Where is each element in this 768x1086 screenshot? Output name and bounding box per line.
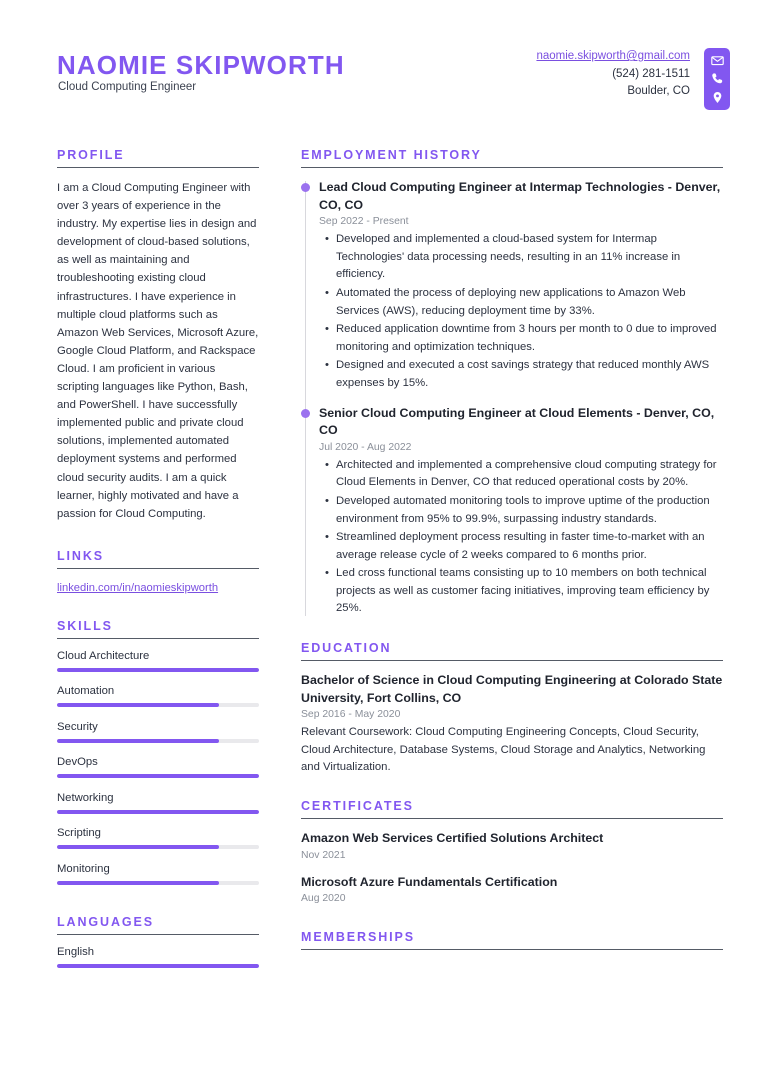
- spacer: [57, 898, 259, 915]
- section-title-employment: EMPLOYMENT HISTORY: [301, 148, 482, 162]
- certificate-entry: [301, 830, 723, 861]
- section-title-profile: PROFILE: [57, 148, 125, 162]
- sidebar-column: [57, 148, 259, 982]
- envelope-icon: [711, 54, 724, 67]
- certificate-entry: [301, 874, 723, 905]
- section-skills: [57, 619, 259, 885]
- contact-phone: (524) 281-1511: [612, 67, 690, 80]
- employment-timeline: [301, 179, 723, 618]
- skill-level-fill: [57, 703, 219, 707]
- certificate-date: Nov 2021: [301, 849, 346, 861]
- job-bullets: [319, 457, 723, 618]
- skill-label: Security: [57, 720, 98, 733]
- section-memberships: [301, 930, 723, 950]
- section-title-languages: LANGUAGES: [57, 915, 154, 930]
- section-title-certificates: CERTIFICATES: [301, 799, 414, 814]
- skill-label: DevOps: [57, 756, 98, 769]
- bullet-item: • Developed automated monitoring tools to improve uptime of the production environment from 95% to 99.9%, surpassing industry standards.: [336, 493, 723, 528]
- bullet-item: • Developed and implemented a cloud-based system for Intermap Technologies' data processing needs, resulting in an 11% increase in efficiency.: [336, 231, 723, 284]
- contact-details: [536, 48, 690, 101]
- spacer: [301, 777, 723, 799]
- skill-label: Cloud Architecture: [57, 649, 150, 662]
- bullet-item: • Automated the process of deploying new applications to Amazon Web Services (AWS), reducing deployment time by 33%.: [336, 285, 723, 320]
- section-links: [57, 549, 259, 597]
- employment-entry: [319, 179, 723, 393]
- profile-body-text: I am a Cloud Computing Engineer with over 3 years of experience in the industry. My expertise lies in design and development of cloud-based solutions, as well as maintaining and troubleshooting existing cloud infrastructures. I have experience in multiple cloud platforms such as Amazon Web Services, Microsoft Azure, Google Cloud Platform, and Rackspace Cloud. I am proficient in various scripting languages like Python, Bash, and PowerShell. I have successfully implemented public and private cloud solutions, implemented automated deployment systems and performed cloud security audits. I am a quick learner, highly motivated and have a passion for Cloud Computing.: [57, 182, 259, 520]
- phone-icon: [711, 72, 724, 85]
- language-level-fill: [57, 964, 259, 968]
- skill-item: [57, 756, 259, 778]
- link-item-linkedin[interactable]: linkedin.com/in/naomieskipworth: [57, 581, 219, 594]
- skill-item: [57, 827, 259, 849]
- section-divider: [57, 638, 259, 639]
- employment-entry: [319, 405, 723, 619]
- section-title-memberships: MEMBERSHIPS: [301, 930, 415, 945]
- timeline-dot-icon: [301, 409, 310, 418]
- section-divider: [301, 818, 723, 819]
- section-divider: [301, 660, 723, 661]
- section-divider: [57, 167, 259, 168]
- skill-level-fill: [57, 739, 219, 743]
- skill-label: Automation: [57, 685, 115, 698]
- skill-level-bar: [57, 881, 259, 885]
- bullet-item: • Reduced application downtime from 3 hours per month to 0 due to improved monitoring and optimization techniques.: [336, 321, 723, 356]
- resume-header: [0, 0, 768, 130]
- skill-level-bar: [57, 774, 259, 778]
- spacer: [57, 523, 259, 549]
- contact-email[interactable]: naomie.skipworth@gmail.com: [536, 50, 690, 62]
- bullet-item: • Architected and implemented a comprehensive cloud computing strategy for Cloud Elements in Denver, CO that reduced operational costs by 20%.: [336, 457, 723, 492]
- skill-level-fill: [57, 774, 259, 778]
- skill-item: [57, 650, 259, 672]
- language-item: [57, 946, 259, 968]
- education-title: Bachelor of Science in Cloud Computing Engineering at Colorado State University, Fort Collins, CO: [301, 673, 723, 705]
- skill-level-bar: [57, 810, 259, 814]
- section-divider: [57, 568, 259, 569]
- skill-level-fill: [57, 881, 219, 885]
- skill-item: [57, 685, 259, 707]
- section-divider: [57, 934, 259, 935]
- skill-level-fill: [57, 668, 259, 672]
- skill-item: [57, 721, 259, 743]
- section-certificates: [301, 799, 723, 904]
- skill-label: Networking: [57, 791, 114, 804]
- job-date: Jul 2020 - Aug 2022: [319, 441, 412, 453]
- skill-level-bar: [57, 668, 259, 672]
- language-label: English: [57, 946, 95, 959]
- skill-level-bar: [57, 703, 259, 707]
- spacer: [301, 619, 723, 641]
- section-profile: [57, 148, 259, 523]
- main-column: [301, 148, 723, 961]
- section-divider: [301, 167, 723, 168]
- spacer: [301, 908, 723, 930]
- skill-label: Monitoring: [57, 862, 110, 875]
- job-bullets: [319, 231, 723, 392]
- language-level-bar: [57, 964, 259, 968]
- section-title-skills: SKILLS: [57, 618, 113, 633]
- contact-location: Boulder, CO: [627, 85, 690, 97]
- skill-level-bar: [57, 739, 259, 743]
- map-pin-icon: [711, 91, 724, 104]
- spacer: [57, 597, 259, 619]
- page-title: NAOMIE SKIPWORTH: [57, 50, 345, 80]
- education-date: Sep 2016 - May 2020: [301, 709, 401, 721]
- education-description: Relevant Coursework: Cloud Computing Engineering Concepts, Cloud Security, Cloud Architecture, Database Systems, Cloud Storage and Analytics, Networking and Virtualization.: [301, 726, 706, 774]
- education-entry: [301, 672, 723, 777]
- section-title-links: LINKS: [57, 548, 104, 563]
- section-employment-history: [301, 148, 723, 618]
- skill-item: [57, 863, 259, 885]
- contact-icon-bar: [704, 48, 730, 110]
- skill-item: [57, 792, 259, 814]
- bullet-item: • Streamlined deployment process resulting in faster time-to-market with an average release cycle of 2 weeks compared to 6 months prior.: [336, 529, 723, 564]
- skill-level-fill: [57, 810, 259, 814]
- header-job-title: Cloud Computing Engineer: [58, 81, 197, 93]
- job-date: Sep 2022 - Present: [319, 216, 409, 228]
- bullet-item: • Designed and executed a cost savings strategy that reduced monthly AWS expenses by 15%.: [336, 357, 723, 392]
- certificate-title: Amazon Web Services Certified Solutions Architect: [301, 831, 604, 846]
- section-languages: [57, 915, 259, 968]
- bullet-item: • Led cross functional teams consisting up to 10 members on both technical projects as well as customer facing initiatives, improving team efficiency by 25%.: [336, 565, 723, 618]
- timeline-dot-icon: [301, 183, 310, 192]
- skill-level-bar: [57, 845, 259, 849]
- section-education: [301, 641, 723, 777]
- skill-label: Scripting: [57, 827, 101, 840]
- section-title-education: EDUCATION: [301, 641, 392, 656]
- section-divider: [301, 949, 723, 950]
- certificate-date: Aug 2020: [301, 893, 346, 905]
- skill-level-fill: [57, 845, 219, 849]
- job-title: Senior Cloud Computing Engineer at Cloud Elements - Denver, CO, CO: [319, 405, 715, 438]
- certificate-title: Microsoft Azure Fundamentals Certification: [301, 874, 558, 889]
- job-title: Lead Cloud Computing Engineer at Intermap Technologies - Denver, CO, CO: [319, 180, 721, 212]
